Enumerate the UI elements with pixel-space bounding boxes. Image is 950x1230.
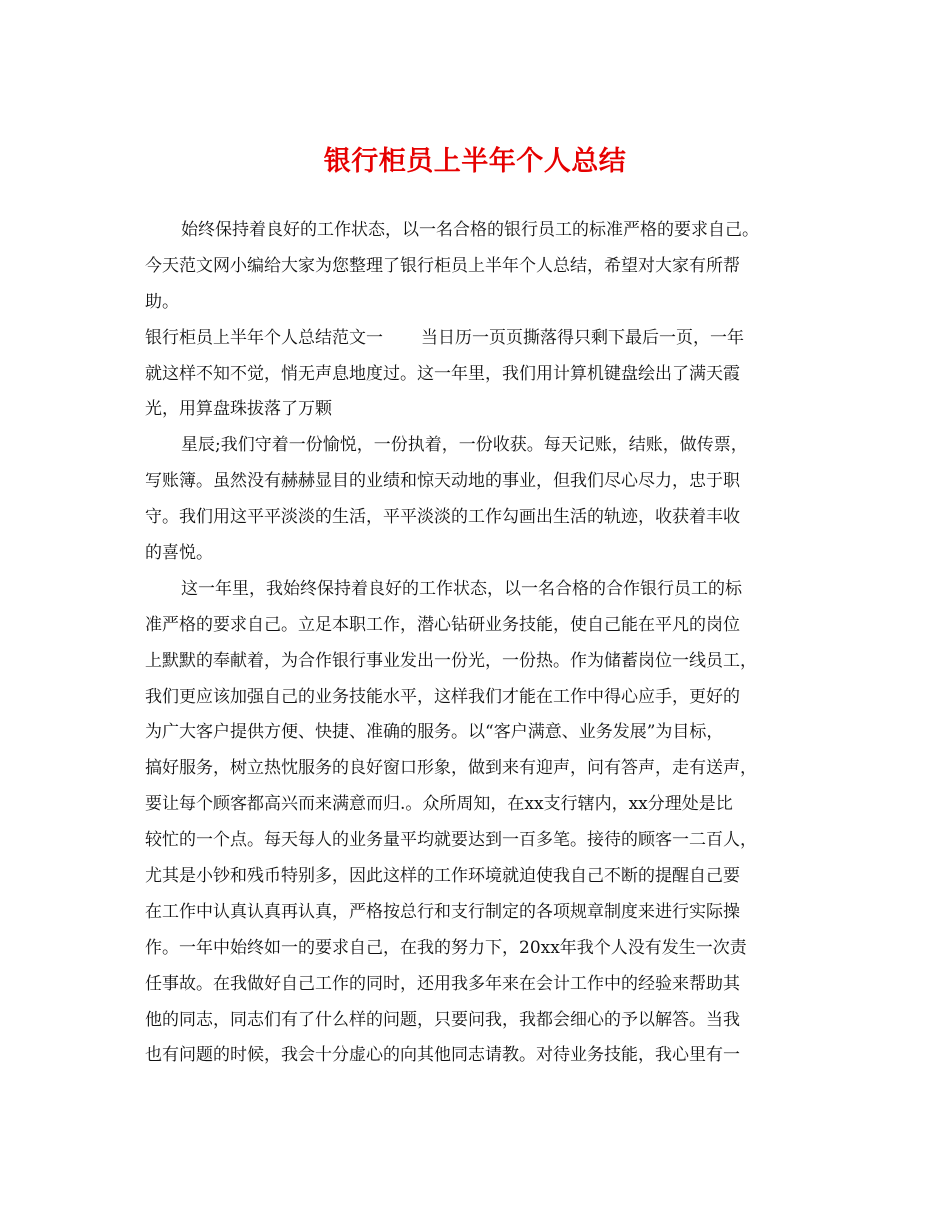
paragraph-line: 他的同志，同志们有了什么样的问题，只要问我，我都会细心的予以解答。当我 [145, 1009, 740, 1030]
paragraph-line: 作。一年中始终如一的要求自己，在我的努力下，20xx年我个人没有发生一次责 [145, 937, 747, 958]
paragraph-line: 始终保持着良好的工作状态，以一名合格的银行员工的标准严格的要求自己。 [181, 220, 759, 240]
paragraph-line: 守。我们用这平平淡淡的生活，平平淡淡的工作勾画出生活的轨迹，收获着丰收 [145, 507, 740, 528]
paragraph-line: 在工作中认真认真再认真，严格按总行和支行制定的各项规章制度来进行实际操 [145, 901, 740, 922]
paragraph-line: 较忙的一个点。每天每人的业务量平均就要达到一百多笔。接待的顾客一二百人， [145, 830, 757, 851]
paragraph-line: 写账簿。虽然没有赫赫显目的业绩和惊天动地的事业，但我们尽心尽力，忠于职 [145, 471, 740, 492]
paragraph-line: 这一年里，我始终保持着良好的工作状态，以一名合格的合作银行员工的标 [181, 578, 742, 599]
paragraph-line: 也有问题的时候，我会十分虚心的向其他同志请教。对待业务技能，我心里有一 [145, 1045, 740, 1066]
paragraph-line: 尤其是小钞和残币特别多，因此这样的工作环境就迫使我自己不断的提醒自己要 [145, 866, 740, 887]
section-heading: 银行柜员上半年个人总结范文一 [145, 327, 383, 348]
paragraph-line: 我们更应该加强自己的业务技能水平，这样我们才能在工作中得心应手，更好的 [145, 686, 740, 707]
paragraph-text: 当日历一页页撕落得只剩下最后一页，一年 [421, 327, 744, 348]
paragraph-line: 的喜悦。 [145, 543, 213, 564]
paragraph-line: 搞好服务，树立热忱服务的良好窗口形象，做到来有迎声，问有答声，走有送声， [145, 758, 757, 779]
paragraph-line: 上默默的奉献着，为合作银行事业发出一份光，一份热。作为储蓄岗位一线员工， [145, 650, 757, 671]
paragraph-line: 助。 [145, 291, 179, 312]
paragraph-line: 星辰;我们守着一份愉悦，一份执着，一份收获。每天记账，结账，做传票， [181, 435, 748, 456]
paragraph-line: 光，用算盘珠拔落了万颗 [145, 399, 332, 420]
paragraph-line: 为广大客户提供方便、快捷、准确的服务。以“客户满意、业务发展”为目标， [145, 722, 724, 743]
paragraph-line: 任事故。在我做好自己工作的同时，还用我多年来在会计工作中的经验来帮助其 [145, 973, 740, 994]
paragraph-line [145, 321, 810, 357]
paragraph-line: 准严格的要求自己。立足本职工作，潜心钻研业务技能，使自己能在平凡的岗位 [145, 614, 740, 635]
document-body [145, 213, 810, 1074]
paragraph-line: 就这样不知不觉，悄无声息地度过。这一年里，我们用计算机键盘绘出了满天霞 [145, 363, 740, 384]
paragraph-line: 今天范文网小编给大家为您整理了银行柜员上半年个人总结，希望对大家有所帮 [145, 255, 740, 276]
paragraph-line: 要让每个顾客都高兴而来满意而归.。众所周知，在xx支行辖内，xx分理处是比 [145, 794, 733, 815]
document-title: 银行柜员上半年个人总结 [323, 146, 627, 177]
